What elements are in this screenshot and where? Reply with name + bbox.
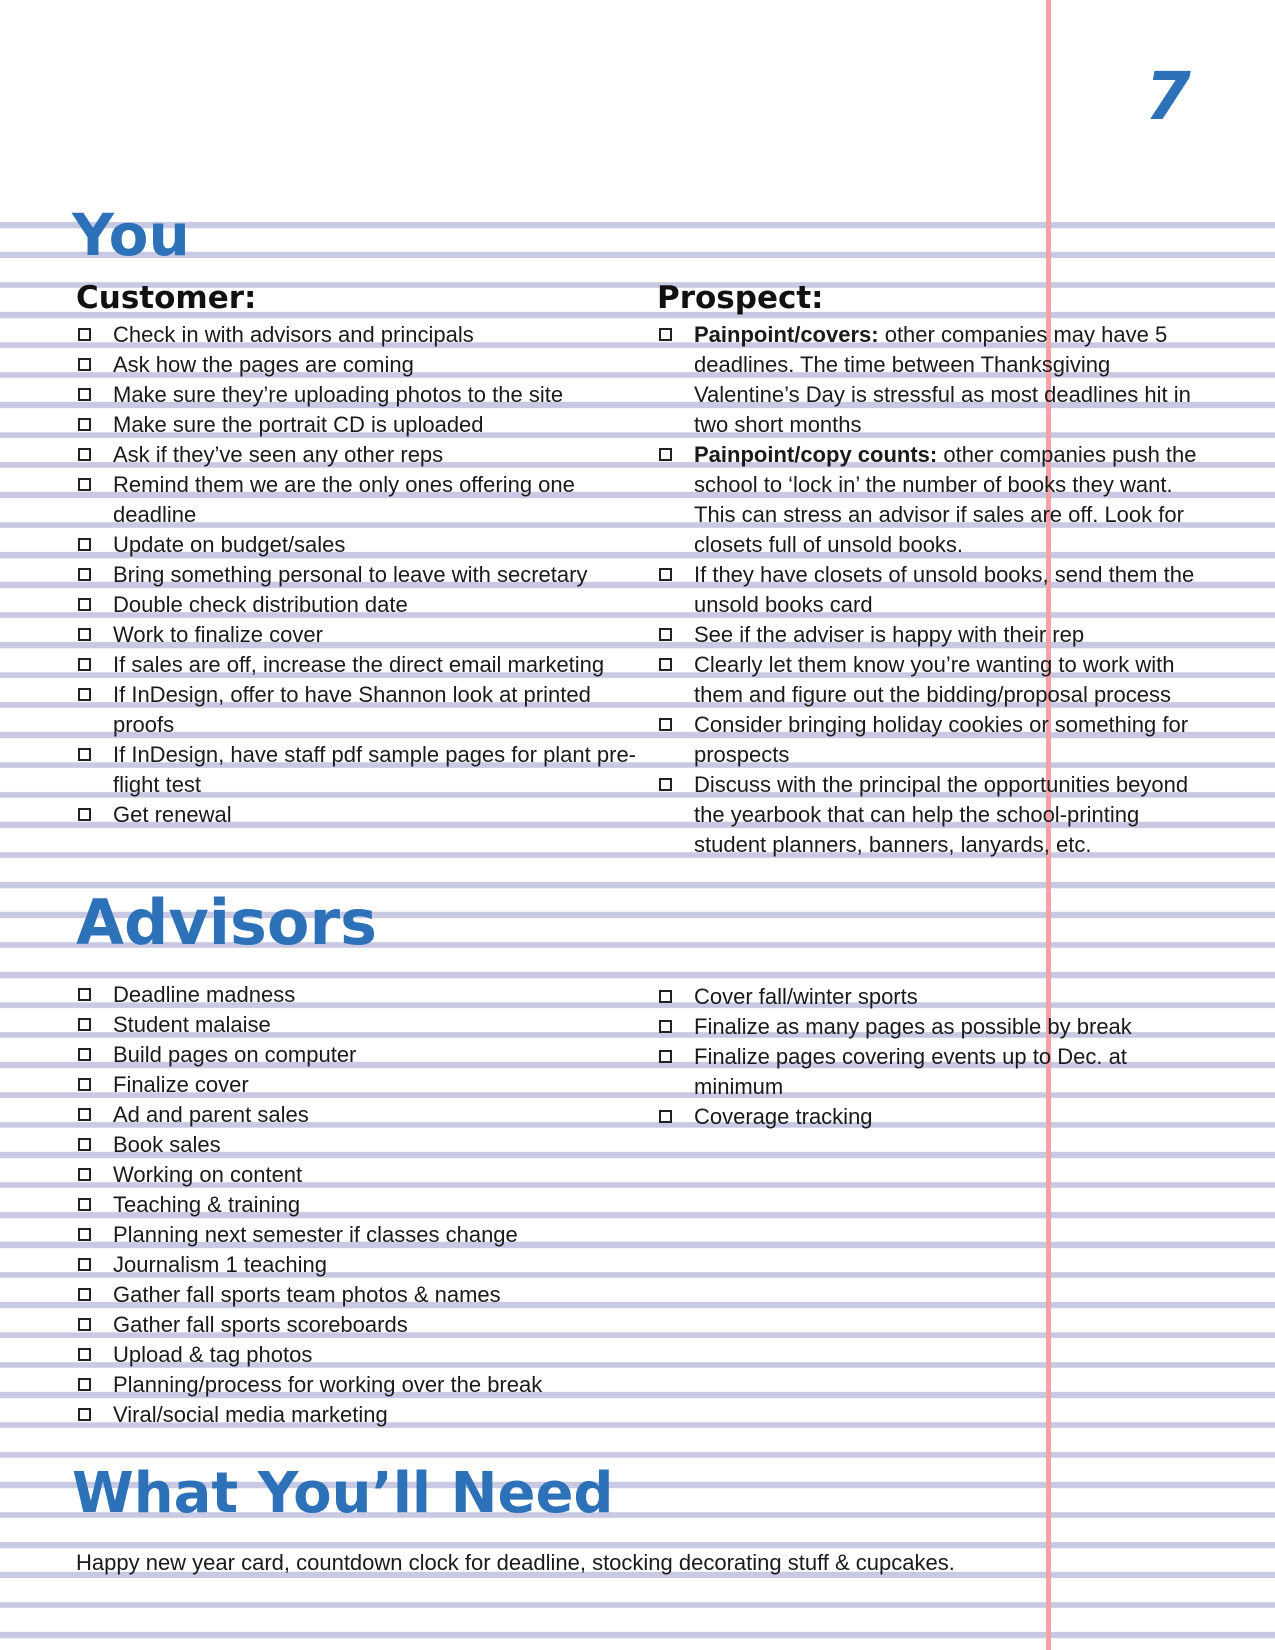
checklist-item — [76, 1040, 636, 1070]
checklist-item — [76, 1160, 636, 1190]
checklist-item — [76, 1250, 636, 1280]
page-top-blank — [0, 0, 1275, 218]
checkbox-icon[interactable] — [78, 748, 91, 761]
checklist-item — [76, 740, 636, 800]
checklist-item-text: Clearly let them know you’re wanting to work with them and figure out the bidding/proposal process — [694, 652, 1175, 707]
checklist-item-text: Student malaise — [113, 1012, 271, 1037]
checkbox-icon[interactable] — [78, 1168, 91, 1181]
checkbox-icon[interactable] — [78, 568, 91, 581]
checklist-item-text: Viral/social media marketing — [113, 1402, 388, 1427]
checklist-item — [76, 410, 636, 440]
checkbox-icon[interactable] — [78, 1288, 91, 1301]
checklist-item — [76, 560, 636, 590]
checkbox-icon[interactable] — [78, 1318, 91, 1331]
checkbox-icon[interactable] — [78, 598, 91, 611]
checklist-item — [76, 650, 636, 680]
checklist-item-text: Remind them we are the only ones offering one deadline — [113, 472, 575, 527]
checkbox-icon[interactable] — [78, 1078, 91, 1091]
checklist-item-bold-label: Painpoint/covers: — [694, 322, 879, 347]
checklist-item — [657, 320, 1197, 440]
checklist-item-text: Deadline madness — [113, 982, 296, 1007]
checklist-item-text: Update on budget/sales — [113, 532, 346, 557]
what-youll-need-text: Happy new year card, countdown clock for deadline, stocking decorating stuff & cupcakes. — [76, 1550, 955, 1575]
prospect-checklist — [657, 320, 1197, 860]
advisors-checklist-right — [657, 982, 1137, 1132]
checklist-item-text: Discuss with the principal the opportunities beyond the yearbook that can help the school-printing student planners, banners, lanyards, etc. — [694, 772, 1189, 857]
checklist-item-text: If they have closets of unsold books, send them the unsold books card — [694, 562, 1195, 617]
prospect-heading: Prospect: — [657, 280, 824, 316]
checklist-item-text: Finalize cover — [113, 1072, 249, 1097]
checklist-item — [76, 1280, 636, 1310]
page-number: 7 — [1145, 58, 1191, 135]
checklist-item-text: Finalize pages covering events up to Dec. at minimum — [694, 1044, 1127, 1099]
checklist-item-text: If InDesign, offer to have Shannon look at printed proofs — [113, 682, 591, 737]
checkbox-icon[interactable] — [78, 1408, 91, 1421]
checklist-item-text: Ask how the pages are coming — [113, 352, 414, 377]
checkbox-icon[interactable] — [78, 1348, 91, 1361]
checklist-item-text: Book sales — [113, 1132, 221, 1157]
checkbox-icon[interactable] — [78, 1108, 91, 1121]
advisors-checklist-left — [76, 980, 636, 1430]
checkbox-icon[interactable] — [78, 538, 91, 551]
checklist-item — [657, 1012, 1137, 1042]
checklist-item — [76, 1340, 636, 1370]
checklist-item-text: Bring something personal to leave with secretary — [113, 562, 588, 587]
checklist-item — [76, 320, 636, 350]
checkbox-icon[interactable] — [659, 718, 672, 731]
checklist-item-text: Working on content — [113, 1162, 303, 1187]
customer-checklist — [76, 320, 636, 830]
checklist-item-text: Journalism 1 teaching — [113, 1252, 328, 1277]
checklist-item — [76, 440, 636, 470]
checklist-item — [76, 620, 636, 650]
checklist-item-text: Gather fall sports team photos & names — [113, 1282, 501, 1307]
checklist-item-text: other companies push the school to ‘lock in’ the number of books they want. This can stress an advisor if sales are off. Look for closets full of unsold books. — [694, 442, 1197, 557]
checklist-item-text: Upload & tag photos — [113, 1342, 313, 1367]
checklist-item — [76, 1310, 636, 1340]
checklist-item-text: Ad and parent sales — [113, 1102, 309, 1127]
checkbox-icon[interactable] — [659, 448, 672, 461]
advisors-heading: Advisors — [76, 886, 378, 959]
checkbox-icon[interactable] — [659, 1050, 672, 1063]
checkbox-icon[interactable] — [78, 1228, 91, 1241]
checkbox-icon[interactable] — [78, 658, 91, 671]
checkbox-icon[interactable] — [78, 1258, 91, 1271]
checklist-item-text: other companies may have 5 deadlines. The time between Thanksgiving Valentine’s Day is stressful as most deadlines hit in two short months — [694, 322, 1191, 437]
customer-heading: Customer: — [76, 280, 257, 316]
checklist-item-bold-label: Painpoint/copy counts: — [694, 442, 938, 467]
checklist-item-text: Teaching & training — [113, 1192, 301, 1217]
checklist-item-text: Planning/process for working over the break — [113, 1372, 543, 1397]
checklist-item-text: Gather fall sports scoreboards — [113, 1312, 408, 1337]
what-youll-need-heading: What You’ll Need — [72, 1461, 614, 1526]
checkbox-icon[interactable] — [78, 418, 91, 431]
checklist-item-text: If sales are off, increase the direct email marketing — [113, 652, 605, 677]
checklist-item — [657, 710, 1197, 770]
checkbox-icon[interactable] — [659, 328, 672, 341]
checklist-item — [76, 1010, 636, 1040]
checkbox-icon[interactable] — [659, 628, 672, 641]
checklist-item — [76, 590, 636, 620]
checklist-item — [76, 980, 636, 1010]
checklist-item — [657, 1102, 1137, 1132]
checkbox-icon[interactable] — [78, 328, 91, 341]
checklist-item — [657, 440, 1197, 560]
checklist-item — [76, 1070, 636, 1100]
checklist-item-text: If InDesign, have staff pdf sample pages for plant pre-flight test — [113, 742, 637, 797]
checkbox-icon[interactable] — [659, 1110, 672, 1123]
checkbox-icon[interactable] — [78, 1138, 91, 1151]
checkbox-icon[interactable] — [78, 1048, 91, 1061]
checkbox-icon[interactable] — [78, 1198, 91, 1211]
checklist-item — [76, 1370, 636, 1400]
checklist-item — [657, 560, 1197, 620]
checklist-item-text: Ask if they’ve seen any other reps — [113, 442, 444, 467]
checklist-item-text: Make sure the portrait CD is uploaded — [113, 412, 484, 437]
checkbox-icon[interactable] — [78, 1378, 91, 1391]
checklist-item — [657, 1042, 1137, 1102]
checklist-item-text: Finalize as many pages as possible by break — [694, 1014, 1132, 1039]
checklist-item-text: Double check distribution date — [113, 592, 408, 617]
checklist-item — [76, 1400, 636, 1430]
checklist-item-text: Planning next semester if classes change — [113, 1222, 518, 1247]
checklist-item — [657, 982, 1137, 1012]
checklist-item — [657, 770, 1197, 860]
checkbox-icon[interactable] — [78, 358, 91, 371]
checklist-item-text: Cover fall/winter sports — [694, 984, 918, 1009]
checklist-item — [657, 650, 1197, 710]
checklist-item — [76, 1190, 636, 1220]
checkbox-icon[interactable] — [659, 778, 672, 791]
checklist-item — [76, 1130, 636, 1160]
checkbox-icon[interactable] — [659, 568, 672, 581]
checkbox-icon[interactable] — [78, 988, 91, 1001]
checklist-item — [76, 350, 636, 380]
checkbox-icon[interactable] — [78, 1018, 91, 1031]
checklist-item-text: See if the adviser is happy with their rep — [694, 622, 1085, 647]
checklist-item-text: Check in with advisors and principals — [113, 322, 474, 347]
checkbox-icon[interactable] — [78, 808, 91, 821]
checklist-item — [76, 680, 636, 740]
checklist-item-text: Coverage tracking — [694, 1104, 873, 1129]
checkbox-icon[interactable] — [78, 688, 91, 701]
checklist-item-text: Consider bringing holiday cookies or something for prospects — [694, 712, 1189, 767]
checklist-item — [76, 530, 636, 560]
checklist-item-text: Make sure they’re uploading photos to the site — [113, 382, 564, 407]
checkbox-icon[interactable] — [78, 388, 91, 401]
checkbox-icon[interactable] — [659, 990, 672, 1003]
checklist-item — [76, 800, 636, 830]
checkbox-icon[interactable] — [78, 478, 91, 491]
checkbox-icon[interactable] — [659, 1020, 672, 1033]
checklist-item-text: Work to finalize cover — [113, 622, 323, 647]
checklist-item — [76, 470, 636, 530]
checklist-item — [76, 380, 636, 410]
checkbox-icon[interactable] — [78, 448, 91, 461]
checklist-item-text: Get renewal — [113, 802, 232, 827]
checkbox-icon[interactable] — [78, 628, 91, 641]
checklist-item-text: Build pages on computer — [113, 1042, 357, 1067]
checklist-item — [76, 1100, 636, 1130]
checklist-item — [76, 1220, 636, 1250]
checklist-item — [657, 620, 1197, 650]
checkbox-icon[interactable] — [659, 658, 672, 671]
you-heading: You — [72, 201, 190, 269]
